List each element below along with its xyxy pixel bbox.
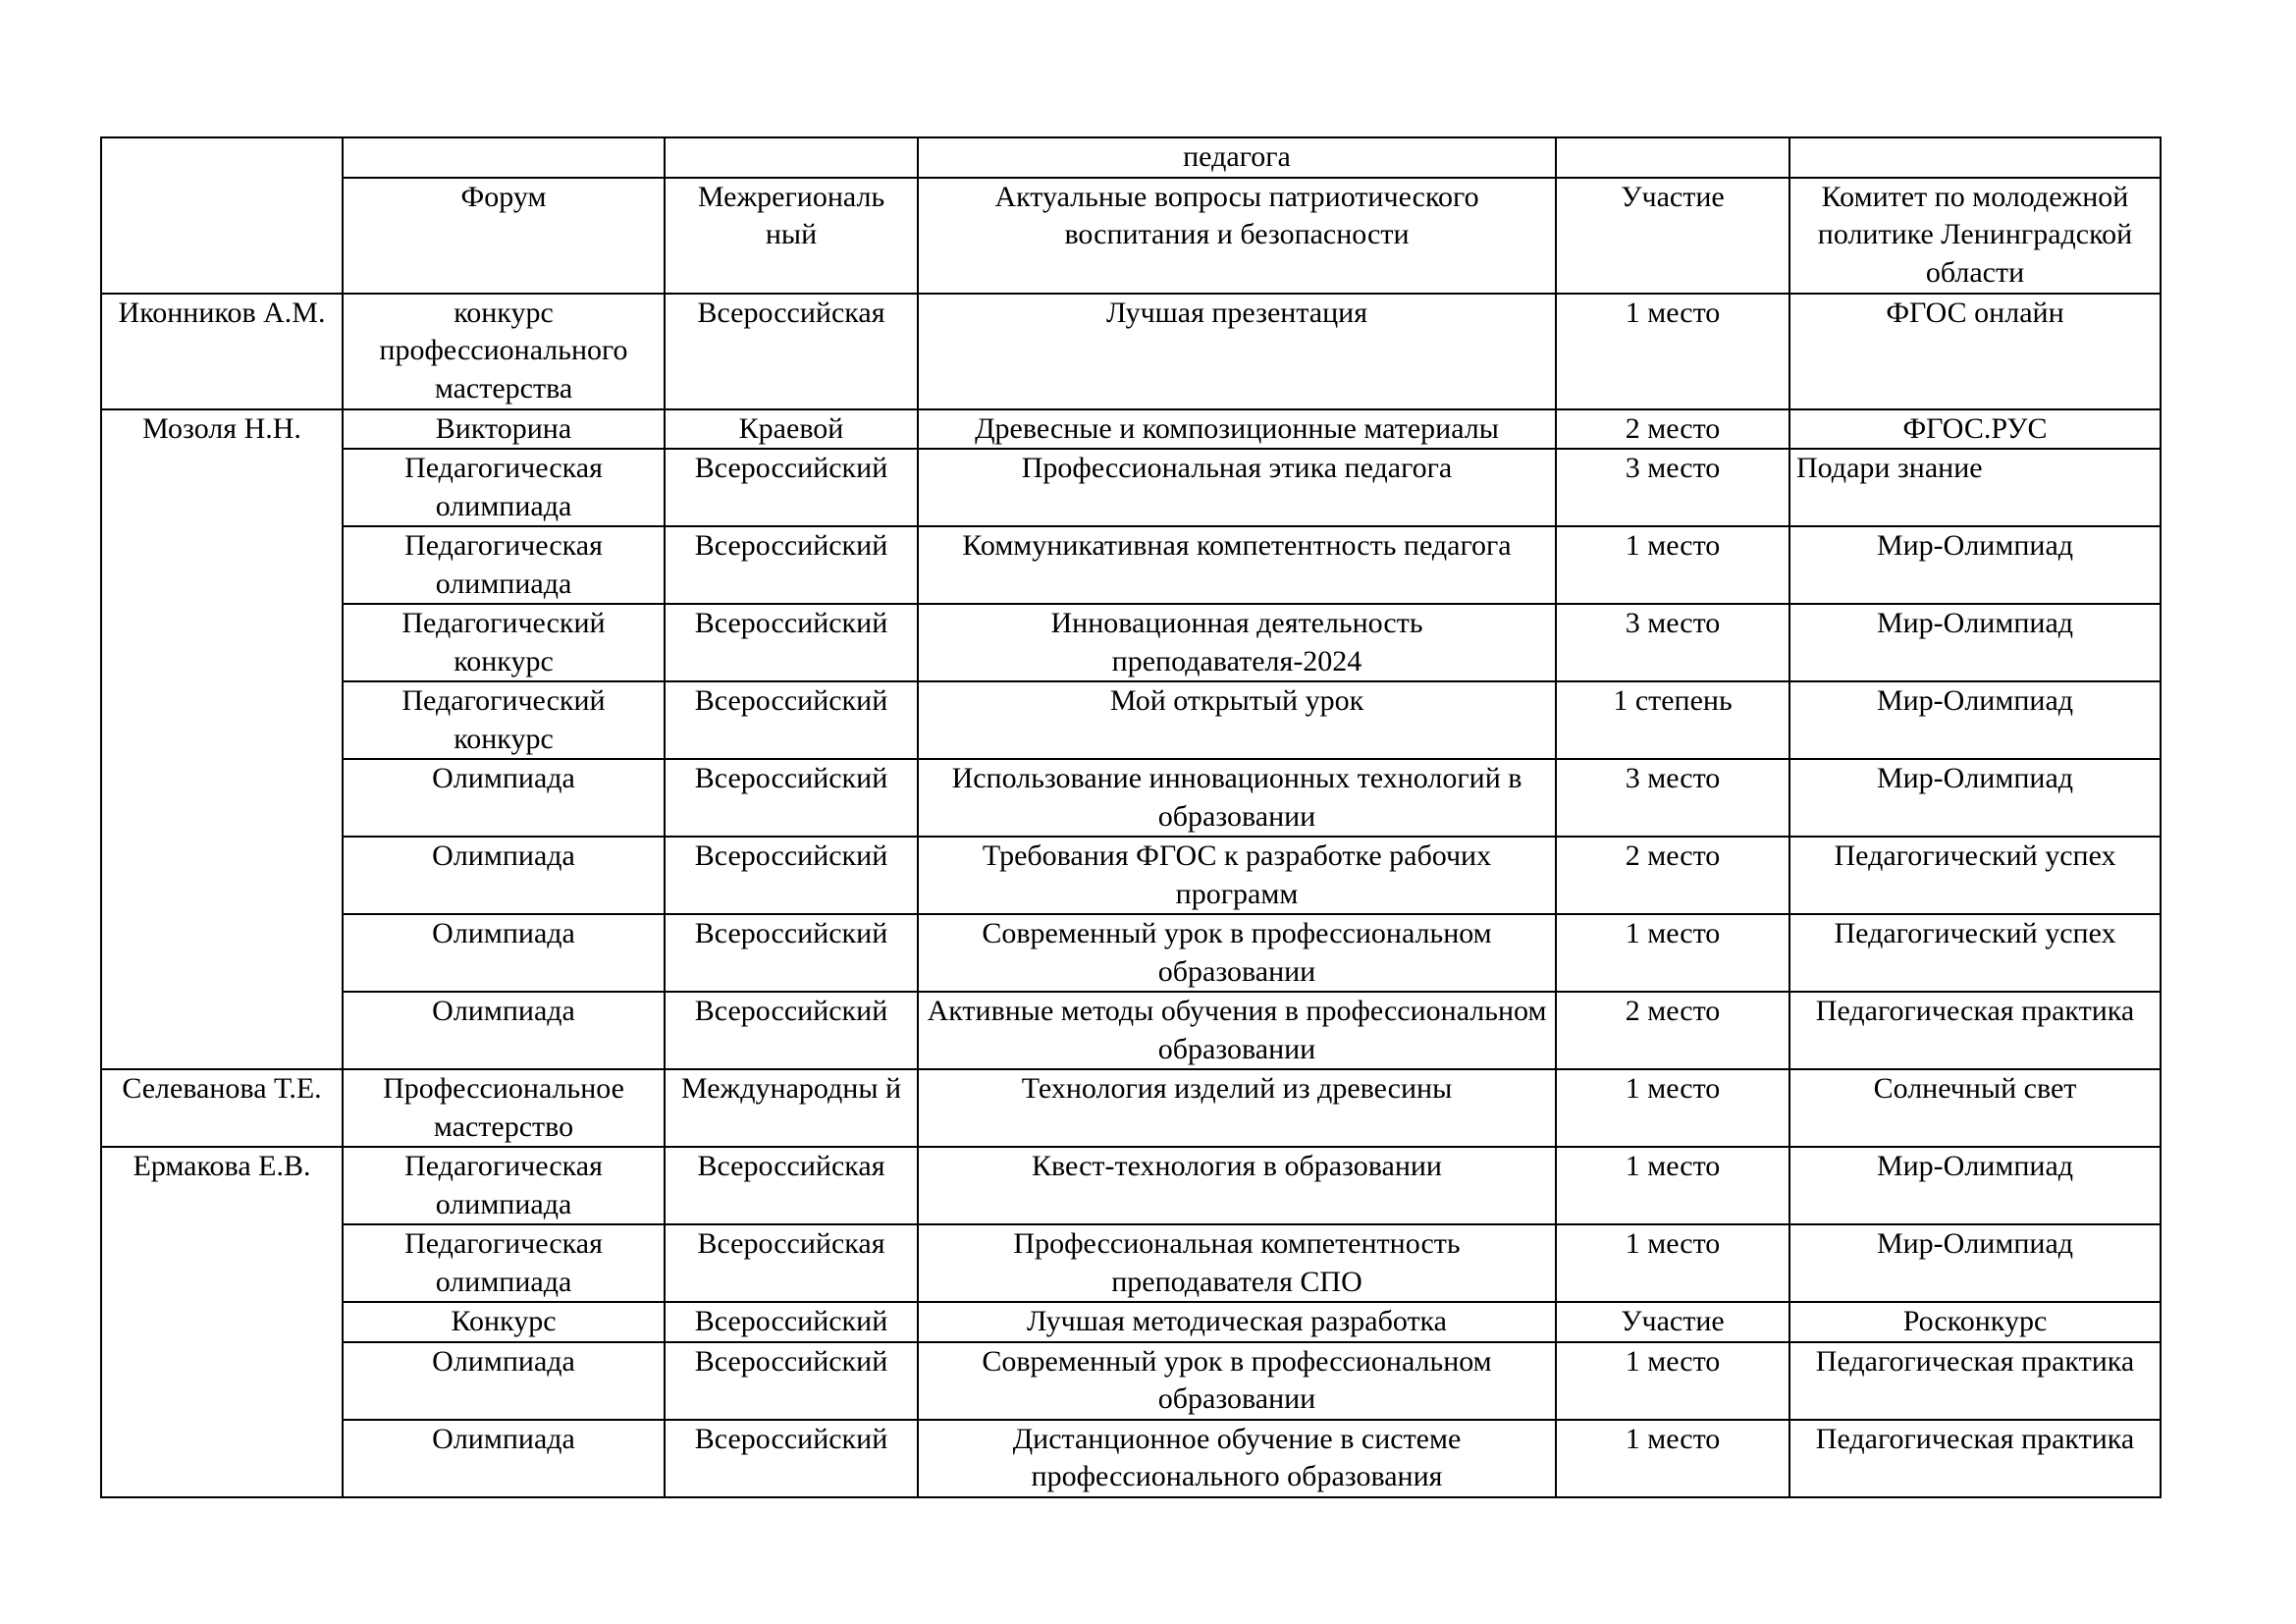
event-type-cell: Конкурс xyxy=(343,1302,665,1342)
topic-cell: Мой открытый урок xyxy=(918,681,1556,759)
name-cell: Иконников А.М. xyxy=(101,294,343,409)
table-row xyxy=(101,681,2161,759)
result-cell: 1 место xyxy=(1556,294,1789,409)
table-row xyxy=(101,914,2161,992)
level-cell: Всероссийский xyxy=(665,449,918,526)
topic-cell: Дистанционное обучение в системе профессионального образования xyxy=(918,1420,1556,1497)
name-cell: Селеванова Т.Е. xyxy=(101,1069,343,1147)
level-cell: Всероссийский xyxy=(665,1420,918,1497)
level-cell: Всероссийский xyxy=(665,992,918,1069)
level-cell: Всероссийский xyxy=(665,681,918,759)
event-type-cell: Форум xyxy=(343,178,665,294)
table-row xyxy=(101,1069,2161,1147)
event-type-cell: Профессиональное мастерство xyxy=(343,1069,665,1147)
table-row xyxy=(101,137,2161,178)
result-cell: 1 место xyxy=(1556,1420,1789,1497)
result-cell: 1 место xyxy=(1556,914,1789,992)
result-cell: 1 место xyxy=(1556,1224,1789,1302)
table-row xyxy=(101,1302,2161,1342)
table-row xyxy=(101,294,2161,409)
result-cell: 2 место xyxy=(1556,837,1789,914)
organizer-cell xyxy=(1789,137,2161,178)
table-row xyxy=(101,1147,2161,1224)
level-cell: Всероссийский xyxy=(665,837,918,914)
level-cell: Всероссийский xyxy=(665,1302,918,1342)
topic-cell: Актуальные вопросы патриотического воспитания и безопасности xyxy=(918,178,1556,294)
organizer-cell: Педагогическая практика xyxy=(1789,1342,2161,1420)
event-type-cell: Педагогический конкурс xyxy=(343,604,665,681)
organizer-cell: Мир-Олимпиад xyxy=(1789,681,2161,759)
table-row xyxy=(101,409,2161,450)
topic-cell: Современный урок в профессиональном образовании xyxy=(918,1342,1556,1420)
name-cell xyxy=(101,137,343,294)
result-cell: 3 место xyxy=(1556,759,1789,837)
topic-cell: Коммуникативная компетентность педагога xyxy=(918,526,1556,604)
result-cell: 1 степень xyxy=(1556,681,1789,759)
level-cell: Всероссийский xyxy=(665,1342,918,1420)
topic-cell: Использование инновационных технологий в образовании xyxy=(918,759,1556,837)
event-type-cell xyxy=(343,137,665,178)
organizer-cell: Комитет по молодежной политике Ленинградской области xyxy=(1789,178,2161,294)
event-type-cell: Олимпиада xyxy=(343,914,665,992)
event-type-cell: Педагогический конкурс xyxy=(343,681,665,759)
topic-cell: Современный урок в профессиональном образовании xyxy=(918,914,1556,992)
level-cell: Всероссийская xyxy=(665,294,918,409)
event-type-cell: Олимпиада xyxy=(343,1420,665,1497)
table-row xyxy=(101,1420,2161,1497)
organizer-cell: Педагогическая практика xyxy=(1789,992,2161,1069)
level-cell: Межрегиональ ный xyxy=(665,178,918,294)
event-type-cell: Олимпиада xyxy=(343,759,665,837)
event-type-cell: Педагогическая олимпиада xyxy=(343,1147,665,1224)
result-cell: 2 место xyxy=(1556,409,1789,450)
result-cell: 2 место xyxy=(1556,992,1789,1069)
event-type-cell: Олимпиада xyxy=(343,992,665,1069)
event-type-cell: Викторина xyxy=(343,409,665,450)
organizer-cell: Мир-Олимпиад xyxy=(1789,526,2161,604)
table-row xyxy=(101,1342,2161,1420)
topic-cell: Требования ФГОС к разработке рабочих программ xyxy=(918,837,1556,914)
event-type-cell: конкурс профессионального мастерства xyxy=(343,294,665,409)
organizer-cell: Педагогическая практика xyxy=(1789,1420,2161,1497)
level-cell: Всероссийский xyxy=(665,526,918,604)
table-row xyxy=(101,604,2161,681)
organizer-cell: Мир-Олимпиад xyxy=(1789,1224,2161,1302)
level-cell: Всероссийская xyxy=(665,1224,918,1302)
organizer-cell: Солнечный свет xyxy=(1789,1069,2161,1147)
topic-cell: Квест-технология в образовании xyxy=(918,1147,1556,1224)
event-type-cell: Педагогическая олимпиада xyxy=(343,526,665,604)
organizer-cell: Подари знание xyxy=(1789,449,2161,526)
organizer-cell: Мир-Олимпиад xyxy=(1789,1147,2161,1224)
level-cell: Краевой xyxy=(665,409,918,450)
level-cell xyxy=(665,137,918,178)
table-row xyxy=(101,449,2161,526)
organizer-cell: Мир-Олимпиад xyxy=(1789,759,2161,837)
event-type-cell: Педагогическая олимпиада xyxy=(343,449,665,526)
organizer-cell: Мир-Олимпиад xyxy=(1789,604,2161,681)
table-row xyxy=(101,759,2161,837)
topic-cell: Профессиональная компетентность преподавателя СПО xyxy=(918,1224,1556,1302)
organizer-cell: ФГОС онлайн xyxy=(1789,294,2161,409)
table-row xyxy=(101,1224,2161,1302)
topic-cell: Древесные и композиционные материалы xyxy=(918,409,1556,450)
topic-cell: Лучшая методическая разработка xyxy=(918,1302,1556,1342)
level-cell: Всероссийский xyxy=(665,914,918,992)
level-cell: Всероссийский xyxy=(665,759,918,837)
organizer-cell: Педагогический успех xyxy=(1789,914,2161,992)
organizer-cell: Росконкурс xyxy=(1789,1302,2161,1342)
name-cell: Ермакова Е.В. xyxy=(101,1147,343,1497)
result-cell: Участие xyxy=(1556,1302,1789,1342)
topic-cell: Технология изделий из древесины xyxy=(918,1069,1556,1147)
name-cell: Мозоля Н.Н. xyxy=(101,409,343,1070)
table-row xyxy=(101,992,2161,1069)
table-row xyxy=(101,178,2161,294)
result-cell: 1 место xyxy=(1556,526,1789,604)
result-cell: Участие xyxy=(1556,178,1789,294)
organizer-cell: ФГОС.РУС xyxy=(1789,409,2161,450)
level-cell: Всероссийская xyxy=(665,1147,918,1224)
result-cell: 1 место xyxy=(1556,1069,1789,1147)
event-type-cell: Педагогическая олимпиада xyxy=(343,1224,665,1302)
level-cell: Международны й xyxy=(665,1069,918,1147)
event-type-cell: Олимпиада xyxy=(343,837,665,914)
result-cell xyxy=(1556,137,1789,178)
achievements-table xyxy=(100,136,2162,1498)
level-cell: Всероссийский xyxy=(665,604,918,681)
topic-cell: педагога xyxy=(918,137,1556,178)
organizer-cell: Педагогический успех xyxy=(1789,837,2161,914)
result-cell: 3 место xyxy=(1556,449,1789,526)
result-cell: 1 место xyxy=(1556,1147,1789,1224)
topic-cell: Профессиональная этика педагога xyxy=(918,449,1556,526)
topic-cell: Активные методы обучения в профессиональном образовании xyxy=(918,992,1556,1069)
topic-cell: Инновационная деятельность преподавателя-2024 xyxy=(918,604,1556,681)
result-cell: 1 место xyxy=(1556,1342,1789,1420)
table-row xyxy=(101,526,2161,604)
table-row xyxy=(101,837,2161,914)
result-cell: 3 место xyxy=(1556,604,1789,681)
topic-cell: Лучшая презентация xyxy=(918,294,1556,409)
event-type-cell: Олимпиада xyxy=(343,1342,665,1420)
